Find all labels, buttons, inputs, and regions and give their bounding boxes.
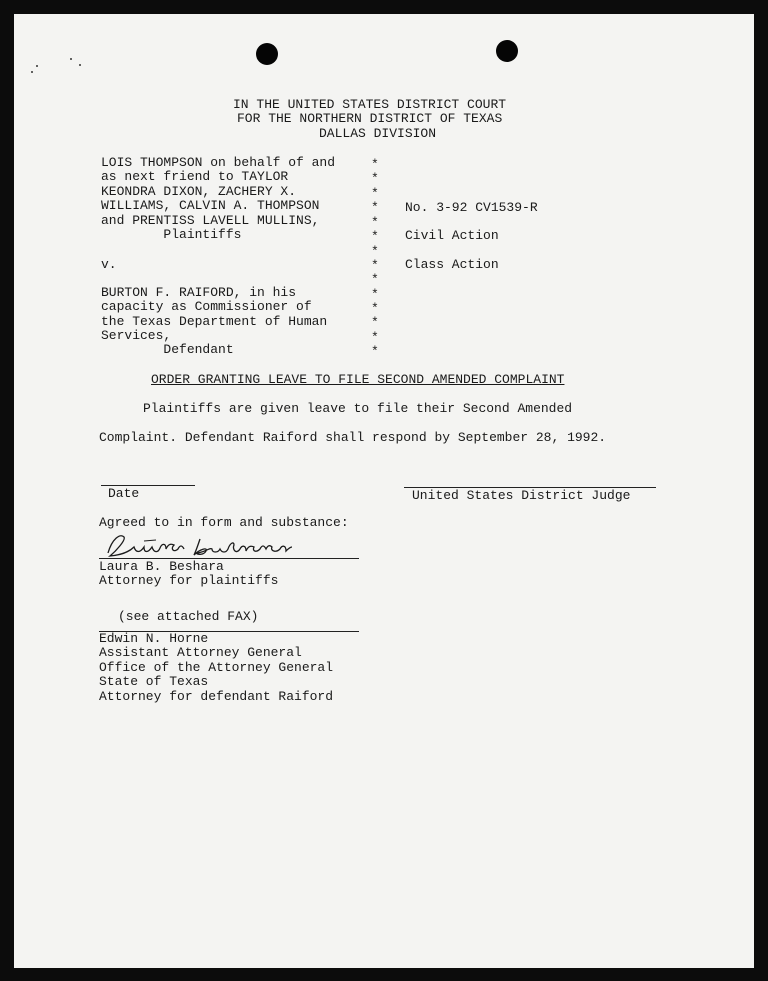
scan-speck bbox=[36, 65, 38, 67]
defendant-label: Defendant bbox=[101, 342, 234, 357]
plaintiffs-line: WILLIAMS, CALVIN A. THOMPSON bbox=[101, 198, 320, 213]
caption-star: * bbox=[371, 272, 379, 287]
defendant-line: BURTON F. RAIFORD, in his bbox=[101, 285, 297, 300]
caption-star: * bbox=[371, 287, 379, 302]
caption-star: * bbox=[371, 244, 379, 259]
court-name-line-2: FOR THE NORTHERN DISTRICT OF TEXAS bbox=[237, 111, 503, 126]
class-action-label: Class Action bbox=[405, 257, 499, 272]
plaintiffs-line: LOIS THOMPSON on behalf of and bbox=[101, 155, 336, 170]
judge-label: United States District Judge bbox=[412, 488, 631, 503]
defendant-attorney-line: State of Texas bbox=[99, 674, 209, 689]
defendant-line: capacity as Commissioner of bbox=[101, 299, 312, 314]
plaintiffs-line: and PRENTISS LAVELL MULLINS, bbox=[101, 213, 320, 228]
versus-label: v. bbox=[101, 257, 117, 272]
caption-star: * bbox=[371, 258, 379, 273]
defendant-line: the Texas Department of Human bbox=[101, 314, 328, 329]
caption-star: * bbox=[371, 301, 379, 316]
punch-hole-right bbox=[496, 40, 518, 62]
civil-action-label: Civil Action bbox=[405, 228, 499, 243]
scan-speck bbox=[79, 64, 81, 66]
fax-note: (see attached FAX) bbox=[118, 609, 259, 624]
punch-hole-left bbox=[256, 43, 278, 65]
plaintiffs-label: Plaintiffs bbox=[101, 227, 242, 242]
plaintiffs-line: KEONDRA DIXON, ZACHERY X. bbox=[101, 184, 297, 199]
plaintiff-handwritten-signature bbox=[100, 531, 300, 561]
defendant-attorney-line: Attorney for defendant Raiford bbox=[99, 689, 334, 704]
signature-drawing bbox=[100, 531, 300, 561]
defendant-line: Services, bbox=[101, 328, 172, 343]
caption-star: * bbox=[371, 215, 379, 230]
caption-star: * bbox=[371, 171, 379, 186]
caption-star: * bbox=[371, 200, 379, 215]
caption-star: * bbox=[371, 330, 379, 345]
order-body-line-2: Complaint. Defendant Raiford shall respond by September 28, 1992. bbox=[99, 430, 607, 445]
plaintiffs-line: as next friend to TAYLOR bbox=[101, 169, 289, 184]
caption-star: * bbox=[371, 186, 379, 201]
defendant-attorney-line: Office of the Attorney General bbox=[99, 660, 334, 675]
defendant-attorney-line: Assistant Attorney General bbox=[99, 645, 302, 660]
date-label: Date bbox=[108, 486, 140, 501]
scan-speck bbox=[31, 71, 33, 73]
case-number: No. 3-92 CV1539-R bbox=[405, 200, 538, 215]
order-body-line-1: Plaintiffs are given leave to file their Second Amended bbox=[143, 401, 573, 416]
court-division: DALLAS DIVISION bbox=[319, 126, 437, 141]
agreed-statement: Agreed to in form and substance: bbox=[99, 515, 349, 530]
caption-star: * bbox=[371, 157, 379, 172]
scan-speck bbox=[70, 58, 72, 60]
plaintiff-attorney-role: Attorney for plaintiffs bbox=[99, 573, 279, 588]
order-title: ORDER GRANTING LEAVE TO FILE SECOND AMENDED COMPLAINT bbox=[151, 372, 565, 387]
caption-star: * bbox=[371, 315, 379, 330]
court-name-line-1: IN THE UNITED STATES DISTRICT COURT bbox=[233, 97, 507, 112]
caption-star: * bbox=[371, 229, 379, 244]
plaintiff-attorney-name: Laura B. Beshara bbox=[99, 559, 224, 574]
caption-star: * bbox=[371, 344, 379, 359]
defendant-attorney-line: Edwin N. Horne bbox=[99, 631, 209, 646]
